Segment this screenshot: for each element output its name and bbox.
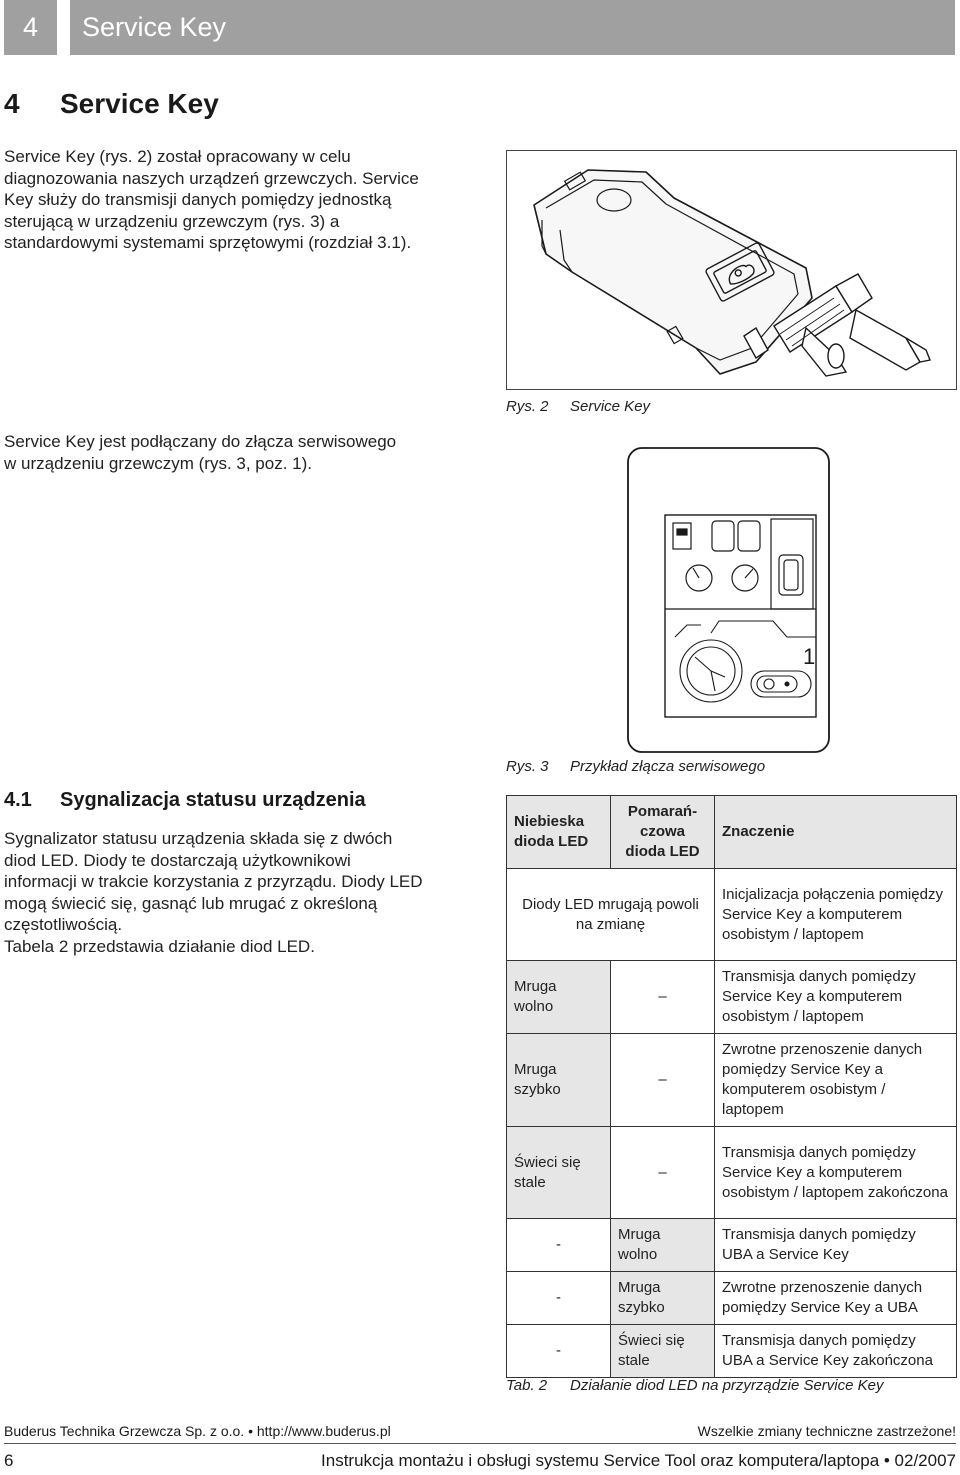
cell-text: wolno xyxy=(618,1246,658,1263)
cell-blue xyxy=(507,1034,611,1127)
figure-2-number: Rys. 2 xyxy=(506,398,549,415)
footer-rights: Wszelkie zmiany techniczne zastrzeżone! xyxy=(697,1423,956,1439)
cell-meaning: Inicjalizacja połączenia pomiędzy Service Key a komputerem osobistym / laptopem xyxy=(715,869,957,961)
cell-text: Mruga xyxy=(618,1279,661,1296)
header-text: Niebieska xyxy=(514,813,585,830)
figure-2-title: Service Key xyxy=(570,398,651,415)
cell-text: Świeci się xyxy=(618,1332,685,1349)
header-text: czowa xyxy=(639,823,685,840)
table-2-caption xyxy=(506,1377,883,1394)
cell-text: Świeci się xyxy=(514,1153,581,1171)
header-blue-led xyxy=(507,796,611,869)
cell-text: wolno xyxy=(514,998,554,1015)
table-row xyxy=(507,1325,957,1378)
cell-text: stale xyxy=(514,1173,546,1191)
cell-text: Mruga xyxy=(618,1226,661,1243)
cell-orange: – xyxy=(611,1127,715,1219)
cell-orange xyxy=(611,1219,715,1272)
header-text: dioda LED xyxy=(514,833,589,850)
cell-text: szybko xyxy=(618,1299,665,1316)
cell-text: na zmianę xyxy=(575,915,646,933)
text-line: standardowymi systemami sprzętowymi (rozdział 3.1). xyxy=(4,233,412,252)
text-line: sterującą w urządzeniu grzewczym (rys. 3) a xyxy=(4,211,340,231)
subsection-title: Sygnalizacja statusu urządzenia xyxy=(60,789,366,811)
cell-blue: - xyxy=(507,1325,611,1378)
cell-meaning: Transmisja danych pomiędzy Service Key a komputerem osobistym / laptopem xyxy=(715,961,957,1034)
cell-meaning: Transmisja danych pomiędzy UBA a Service Key xyxy=(715,1219,957,1272)
led-status-table xyxy=(506,795,957,1378)
table-header-row xyxy=(507,796,957,869)
cell-text: stale xyxy=(618,1352,650,1369)
header-text: Pomarań- xyxy=(627,803,698,820)
table-row xyxy=(507,1219,957,1272)
cell-both-leds xyxy=(507,869,715,961)
cell-meaning: Zwrotne przenoszenie danych pomiędzy Service Key a UBA xyxy=(715,1272,957,1325)
table-2-number: Tab. 2 xyxy=(506,1377,548,1394)
cell-orange: – xyxy=(611,1034,715,1127)
header-text: dioda LED xyxy=(625,843,700,860)
table-row xyxy=(507,961,957,1034)
position-callout-1: 1 xyxy=(803,644,816,669)
text-line: Sygnalizator statusu urządzenia składa się z dwóch xyxy=(4,829,393,848)
chapter-number-tab: 4 xyxy=(4,0,57,55)
table-row xyxy=(507,1272,957,1325)
cell-orange xyxy=(611,1272,715,1325)
figure-3-number: Rys. 3 xyxy=(506,758,549,775)
cell-blue xyxy=(507,1127,611,1219)
chapter-title-bar: Service Key xyxy=(70,0,955,55)
text-line: Key służy do transmisji danych pomiędzy jednostką xyxy=(4,190,392,209)
section-heading xyxy=(4,88,219,120)
cell-meaning: Zwrotne przenoszenie danych pomiędzy Service Key a komputerem osobistym / laptopem xyxy=(715,1034,957,1127)
intro-paragraph xyxy=(4,146,419,254)
cell-text: Mruga xyxy=(514,978,557,995)
text-line: Service Key jest podłączany do złącza serwisowego xyxy=(4,432,397,451)
text-line: Service Key (rys. 2) został opracowany w celu xyxy=(4,147,351,166)
cell-text: Mruga xyxy=(514,1061,557,1078)
text-line: Tabela 2 przedstawia działanie diod LED. xyxy=(4,936,315,956)
page-number: 6 xyxy=(4,1451,14,1470)
service-key-illustration xyxy=(506,150,957,390)
section-number: 4 xyxy=(4,88,20,119)
figure-3-caption xyxy=(506,758,765,775)
service-connector-illustration xyxy=(627,447,830,753)
cell-meaning: Transmisja danych pomiędzy Service Key a komputerem osobistym / laptopem zakończona xyxy=(715,1127,957,1219)
subsection-heading xyxy=(4,789,366,812)
connection-paragraph xyxy=(4,431,396,474)
footer-company: Buderus Technika Grzewcza Sp. z o.o. • http://www.buderus.pl xyxy=(4,1423,391,1439)
cell-orange xyxy=(611,1325,715,1378)
table-row xyxy=(507,1127,957,1219)
table-row xyxy=(507,869,957,961)
header-orange-led xyxy=(611,796,715,869)
figure-3-title: Przykład złącza serwisowego xyxy=(570,758,766,775)
table-2-title: Działanie diod LED na przyrządzie Service Key xyxy=(570,1377,884,1394)
figure-2-caption xyxy=(506,398,650,415)
footer-divider xyxy=(4,1443,956,1444)
cell-meaning: Transmisja danych pomiędzy UBA a Service Key zakończona xyxy=(715,1325,957,1378)
table-row xyxy=(507,1034,957,1127)
text-line: diagnozowania naszych urządzeń grzewczych. Service xyxy=(4,168,419,188)
cell-orange: – xyxy=(611,961,715,1034)
cell-blue xyxy=(507,961,611,1034)
text-line: w urządzeniu grzewczym (rys. 3, poz. 1). xyxy=(4,453,312,473)
header-text: Znaczenie xyxy=(722,823,795,840)
cell-text: szybko xyxy=(514,1081,561,1098)
cell-blue: - xyxy=(507,1272,611,1325)
text-line: mogą świecić się, gasnąć lub mrugać z określoną xyxy=(4,893,378,913)
document-title: Instrukcja montażu i obsługi systemu Service Tool oraz komputera/laptopa • 02/2007 xyxy=(321,1451,956,1470)
subsection-number: 4.1 xyxy=(4,789,32,811)
header-meaning xyxy=(715,796,957,869)
section-title: Service Key xyxy=(60,88,219,119)
cell-blue: - xyxy=(507,1219,611,1272)
text-line: diod LED. Diody te dostarczają użytkownikowi xyxy=(4,850,351,870)
text-line: informacji w trakcie korzystania z przyrządu. Diody LED xyxy=(4,872,423,891)
status-paragraph xyxy=(4,828,423,957)
text-line: częstotliwością. xyxy=(4,915,123,934)
cell-text: Diody LED mrugają powoli xyxy=(522,895,699,913)
